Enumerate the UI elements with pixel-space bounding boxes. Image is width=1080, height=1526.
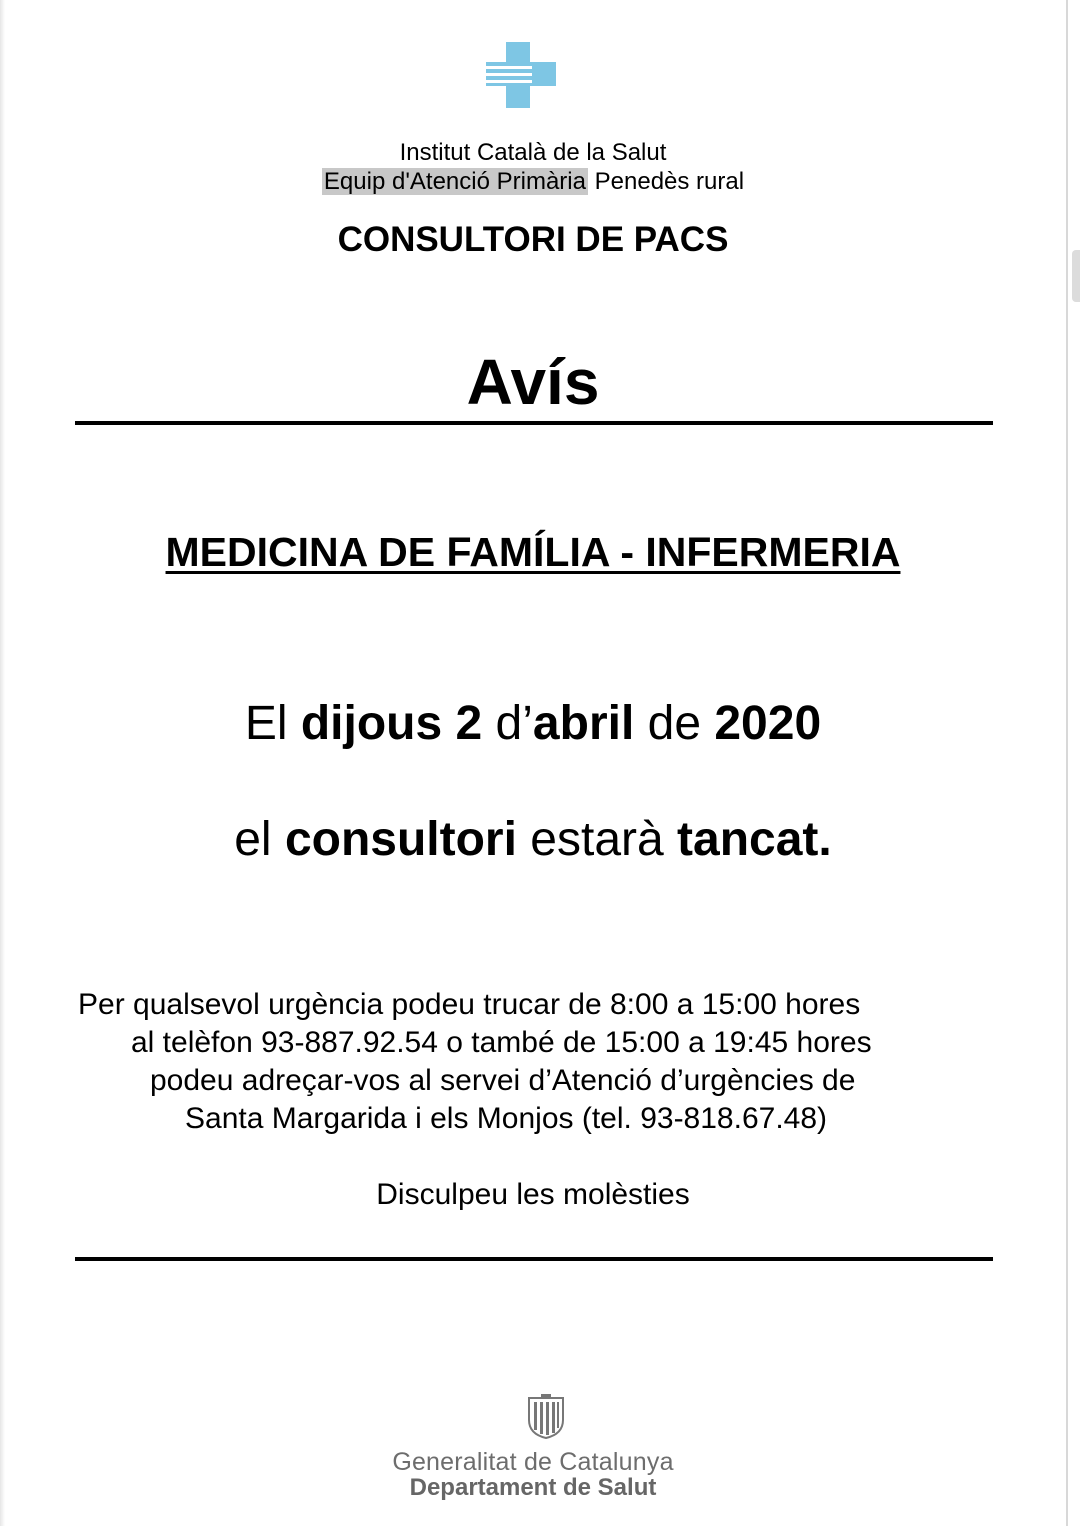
generalitat-emblem-icon [526,1394,566,1440]
institution-name: Institut Català de la Salut [399,139,667,166]
closure-date [0,696,1066,751]
notice-title: Avís [466,346,600,418]
apology-text: Disculpeu les molèsties [376,1178,690,1211]
ics-cross-logo-icon [486,42,556,108]
government-name: Generalitat de Catalunya [392,1448,674,1476]
team-name-rest: Penedès rural [587,168,745,195]
divider-top [75,421,993,425]
closure-status: tancat. [677,813,832,866]
urgency-info-line: Santa Margarida i els Monjos (tel. 93-818.67.48) [185,1102,828,1135]
date-text: El [244,697,301,750]
date-day: dijous 2 [300,697,483,750]
closure-place: consultori [284,813,517,866]
urgency-info-line: al telèfon 93-887.92.54 o també de 15:00 a 19:45 hores [131,1026,872,1059]
closure-text: estarà [516,813,678,866]
department-name: Departament de Salut [409,1474,657,1501]
service-heading: MEDICINA DE FAMÍLIA - INFERMERIA [165,529,901,575]
date-text: d’ [482,697,533,750]
consultori-heading: CONSULTORI DE PACS [337,220,729,259]
date-year: 2020 [714,697,822,750]
date-month: abril [532,697,635,750]
date-text: de [634,697,715,750]
closure-statement [0,812,1066,867]
team-name [0,168,1066,196]
divider-bottom [75,1257,993,1261]
team-name-highlighted: Equip d'Atenció Primària [323,168,586,195]
scroll-handle[interactable] [1072,250,1080,302]
urgency-info-line: Per qualsevol urgència podeu trucar de 8:00 a 15:00 hores [78,988,861,1021]
urgency-info-line: podeu adreçar-vos al servei d’Atenció d’urgències de [150,1064,856,1097]
closure-text: el [234,813,285,866]
